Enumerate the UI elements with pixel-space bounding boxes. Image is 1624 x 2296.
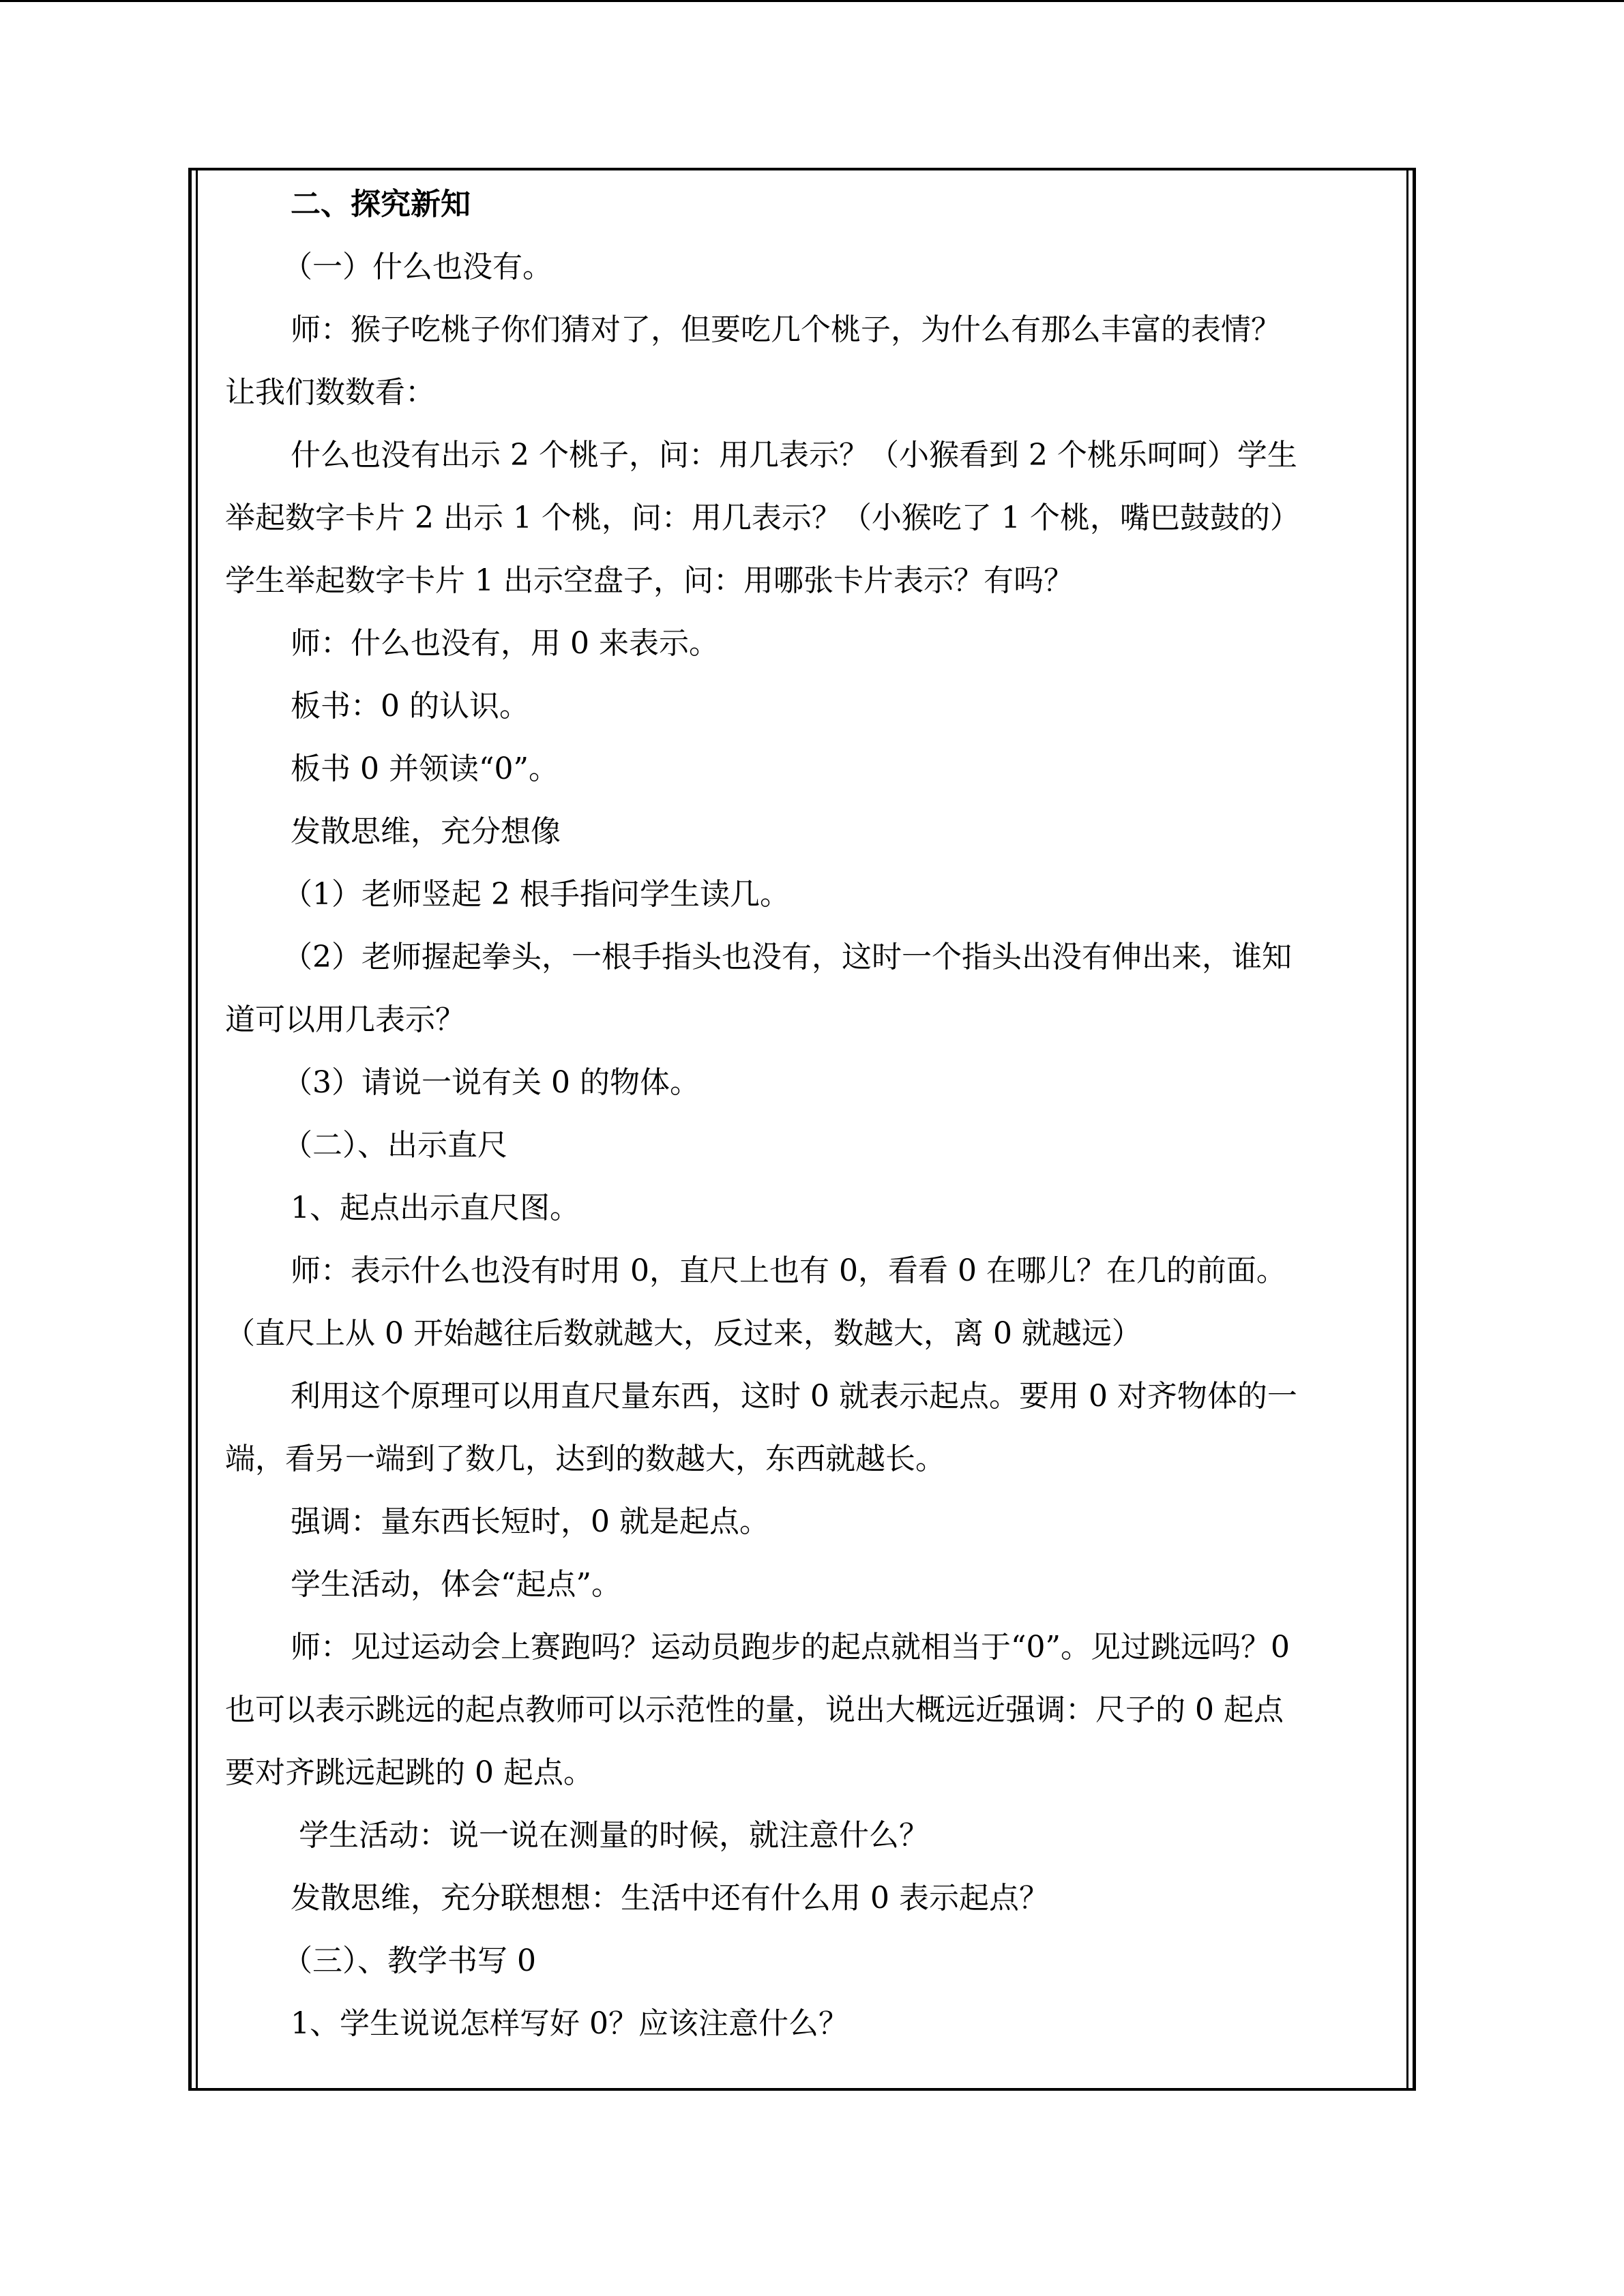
paragraph-line: 端，看另一端到了数几，达到的数越大，东西就越长。 bbox=[225, 1442, 945, 1476]
frame-left-inner-border bbox=[196, 168, 198, 2091]
paragraph-line: 学生举起数字卡片 1 出示空盘子，问：用哪张卡片表示？有吗？ bbox=[225, 563, 1074, 598]
paragraph-line: 1、学生说说怎样写好 0？应该注意什么？ bbox=[291, 2006, 848, 2041]
subsection-heading: （三）、教学书写 0 bbox=[282, 1943, 536, 1978]
frame-right-inner-border bbox=[1406, 168, 1408, 2091]
paragraph-line: 师：见过运动会上赛跑吗？运动员跑步的起点就相当于“0”。见过跳远吗？0 bbox=[291, 1630, 1290, 1665]
frame-right-border bbox=[1413, 168, 1416, 2091]
paragraph-line: 也可以表示跳远的起点教师可以示范性的量，说出大概远近强调：尺子的 0 起点 bbox=[225, 1693, 1284, 1727]
paragraph-line: 师：猴子吃桃子你们猜对了，但要吃几个桃子，为什么有那么丰富的表情？ bbox=[291, 312, 1281, 347]
page-top-rule bbox=[0, 0, 1624, 2]
paragraph-line: 板书：0 的认识。 bbox=[291, 689, 529, 724]
subsection-heading: （一）什么也没有。 bbox=[282, 250, 552, 284]
paragraph-line: 举起数字卡片 2 出示 1 个桃，问：用几表示？（小猴吃了 1 个桃，嘴巴鼓鼓的） bbox=[225, 501, 1300, 535]
paragraph-line: 让我们数数看： bbox=[225, 375, 435, 410]
paragraph-line: 学生活动：说一说在测量的时候，就注意什么？ bbox=[299, 1818, 929, 1853]
paragraph-line: （直尺上从 0 开始越往后数就越大，反过来，数越大，离 0 就越远） bbox=[225, 1316, 1142, 1351]
paragraph-line: 发散思维，充分联想想：生活中还有什么用 0 表示起点？ bbox=[291, 1881, 1049, 1915]
paragraph-line: 学生活动，体会“起点”。 bbox=[291, 1567, 621, 1602]
frame-bottom-border bbox=[188, 2088, 1416, 2091]
paragraph-line: 什么也没有出示 2 个桃子，问：用几表示？（小猴看到 2 个桃乐呵呵）学生 bbox=[291, 438, 1297, 473]
paragraph-line: 发散思维，充分想像 bbox=[291, 814, 561, 849]
list-item: （2）老师握起拳头，一根手指头也没有，这时一个指头出没有伸出来，谁知 bbox=[282, 940, 1292, 974]
paragraph-line: 师：表示什么也没有时用 0，直尺上也有 0，看看 0 在哪儿？在几的前面。 bbox=[291, 1253, 1286, 1288]
paragraph-line: 利用这个原理可以用直尺量东西，这时 0 就表示起点。要用 0 对齐物体的一 bbox=[291, 1379, 1297, 1414]
frame-top-border bbox=[188, 168, 1416, 170]
frame-left-border bbox=[188, 168, 192, 2091]
section-heading: 二、探究新知 bbox=[291, 187, 471, 222]
subsection-heading: （二）、出示直尺 bbox=[282, 1128, 507, 1163]
paragraph-line: 强调：量东西长短时，0 就是起点。 bbox=[291, 1504, 769, 1539]
list-item: （3）请说一说有关 0 的物体。 bbox=[282, 1065, 700, 1100]
list-item: （1）老师竖起 2 根手指问学生读几。 bbox=[282, 877, 790, 912]
paragraph-line: 板书 0 并领读“0”。 bbox=[291, 751, 559, 786]
paragraph-line: 要对齐跳远起跳的 0 起点。 bbox=[225, 1755, 593, 1790]
list-item-continuation: 道可以用几表示？ bbox=[225, 1002, 465, 1037]
paragraph-line: 师：什么也没有，用 0 来表示。 bbox=[291, 626, 719, 661]
paragraph-line: 1、起点出示直尺图。 bbox=[291, 1191, 580, 1225]
